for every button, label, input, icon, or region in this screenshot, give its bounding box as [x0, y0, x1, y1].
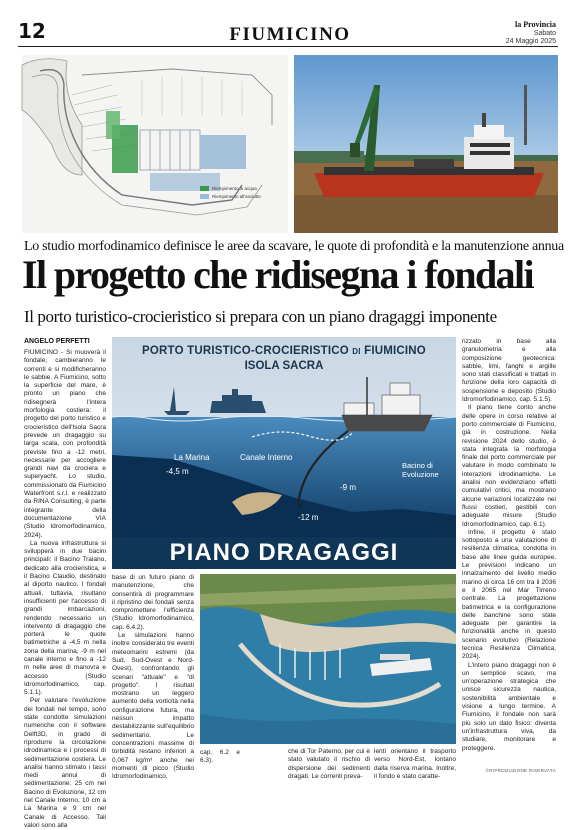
paragraph: Le simulazioni hanno inoltre considerato tre eventi meteomarini estremi (da Sud, Sud-Ovest e Nord-Ovest), confrontando gli scenari "attuale" e "di progetto". I risultati mostrano un leggero aumento della vorticità nella configurazione futura, ma nessun impatto destabilizzante sull'equilibrio sedimentario. Le concentrazioni massime di torbidità restano inferiori a 0,067 kg/m³ anche nei momenti di picco (Studio Idromorfodinamico, [112, 632, 194, 781]
legend-swatch-blue [200, 194, 209, 199]
infographic-subtitle: ISOLA SACRA [244, 360, 324, 372]
paragraph: cap. 6.2 e 6.3). [200, 749, 240, 765]
paragraph: L'intero piano dragaggi non è un semplice scavo, ma un'operazione strategica che unisce sicurezza nautica, sostenibilità ambientale e visione a lungo termine. A Fiumicino, il fondale non sarà più solo un dato fisico: diventa un'infrastruttura viva, da studiare, monitorare e proteggere. [462, 661, 556, 752]
article-subhead: Il porto turistico-crocieristico si prepara con un piano dragaggi imponente [24, 307, 497, 326]
paragraph: Per valutare l'evoluzione dei fondali nel tempo, sono state condotte simulazioni numeriche con il software Delft3D, in grado di riprodurre la circolazione idrodinamica e i processi di sedimentazione costiera. Le analisi hanno stimato i tassi medi annui di sedimentazione: 25 cm nel Bacino di Evoluzione, 12 cm nel Canale Interno, 10 cm a La Marina e 9 cm nel Canale di Accesso. Tali valori sono alla [24, 697, 106, 829]
paragraph: lenti orientano il trasporto verso Nord-Est, lontano dalla riserva marina. Inoltre, il fondo è stato caratte- [374, 748, 456, 780]
byline: ANGELO PERFETTI [24, 338, 90, 345]
zone-label-bacino: Bacino di Evoluzione [402, 461, 439, 479]
paragraph: base di un futuro piano di manutenzione, che consentirà di programmare il ripristino dei fondali senza compromettere l'efficienza (Studio Idromorfodinamico, cap. 6.4.2). [112, 574, 194, 631]
article-column-4 [288, 748, 370, 780]
aerial-port-photo [200, 574, 456, 744]
port-plan-map [22, 55, 288, 233]
weekday: Sabato [533, 30, 556, 37]
section-title: FIUMICINO [229, 24, 351, 45]
legend-swatch-green [200, 186, 209, 191]
article-kicker: Lo studio morfodinamico definisce le aree da scavare, le quote di profondità e la manutenzione annua [24, 239, 564, 254]
paragraph: FIUMICINO - Si muoverà il fondale, cambieranno le correnti e si modificheranno le sabbie. A Fiumicino, sotto la superficie del mare, è pronto un piano che ridisegnerà l'intera morfologia costiera: il progetto del porto turistico e crocieristico dell'Isola Sacra prevede un dragaggio su larga scala, con profondità previste fino a -12 metri, necessarie per accogliere grandi navi da crociera e superyacht. Lo studio, commissionato da Fiumicino Waterfront s.r.l. e realizzato da RINA Consulting, è parte integrante della documentazione VIA (Studio Idromorfodinamico, 2024). [24, 349, 107, 539]
infographic-title-di: DI [352, 347, 361, 356]
port-plan-drawing [22, 55, 288, 233]
newspaper-name: la Provincia [515, 20, 556, 29]
article-column-3-tail [200, 749, 240, 769]
copyright-notice: ©RIPRODUZIONE RISERVATA [485, 768, 556, 773]
aerial-port-image [200, 574, 456, 744]
dredging-infographic [112, 337, 456, 569]
infographic-title-part1: PORTO TURISTICO-CROCIERISTICO [142, 345, 349, 357]
article-column-right [462, 338, 556, 766]
issue-date: 24 Maggio 2025 [505, 38, 556, 45]
legend-item-dry-fill: Riempimento all'asciutto [200, 193, 261, 201]
dateline [506, 30, 556, 46]
zone-depth-bacino: -12 m [298, 513, 319, 522]
infographic-title [112, 345, 456, 357]
paragraph: Il piano tiene conto anche delle opere in corso relative al porto commerciale di Fiumicino, già in costruzione. Nella revisione 2024 dello studio, è stata integrata la morfologia finale del porto commerciale per valutare in modo combinato le interazioni idrodinamiche. Le analisi non evidenziano effetti cumulativi critici, ma mostrano alcune variazioni localizzate nei flussi costieri, gestibili con adeguate misure (Studio Idromorfodinamico, cap. 6.1). [462, 404, 556, 528]
paragraph: che di Tor Paterno, per cui è stato valutato il rischio di dispersione dei sedimenti dragati. Le correnti preva- [288, 748, 370, 780]
dredging-ship-image [294, 55, 558, 233]
article-column-5 [374, 748, 456, 780]
zone-label-canale: Canale Interno [240, 453, 293, 462]
header-rule [18, 46, 558, 47]
zone-depth-marina: -4,5 m [166, 467, 189, 476]
article-column-2 [112, 574, 194, 781]
zone-depth-canale: -9 m [340, 483, 356, 492]
paragraph: rizzato in base alla granulometria e alla composizione geotecnica: sabbie, limi, fanghi e argille sono stati classificati e trattati in funzione della loro capacità di sospensione e deposito (Studio Idromorfodinamico, cap. 5.1.5). [462, 338, 556, 404]
page-number: 12 [18, 19, 46, 43]
dredging-ship-photo [294, 55, 558, 233]
map-legend [200, 185, 261, 201]
paragraph: Infine, il progetto è stato sottoposto a una valutazione di resilienza climatica, condotta in base alle linee guida europee. Le previsioni indicano un innalzamento del livello medio marino di circa 16 cm tra il 2036 e il 2065 nel Mar Tirreno centrale. La progettazione batimetrica e la configurazione delle banchine sono state adeguate per garantire la funzionalità anche in questo scenario evolutivo (Relazione tecnica Resilienza Climatica, 2024). [462, 528, 556, 661]
article-headline: Il progetto che ridisegna i fondali [22, 252, 534, 297]
paragraph: La nuova infrastruttura si svilupperà in due bacini principali: il Bacino Traiano, dedicato alla crocieristica, e il Bacino Claudio, destinato al diporto nautico. I fondali attuali, tuttavia, risultano insufficienti per l'accesso di grandi imbarcazioni, rendendo necessario un intervento di dragaggio che porterà le quote batimetriche a -4,5 m nella zona della marina, -9 m nel canale interno e fino a -12 m nelle aree di manovra e accesso (Studio Idromorfodinamico, cap. 5.1.1). [24, 539, 106, 697]
infographic-title-part2: FIUMICINO [364, 345, 426, 357]
zone-label-marina: La Marina [174, 453, 210, 462]
article-column-1 [24, 349, 107, 829]
infographic-banner: PIANO DRAGAGGI [169, 539, 399, 566]
legend-item-water-fill: Riempimento in acqua [200, 185, 261, 193]
